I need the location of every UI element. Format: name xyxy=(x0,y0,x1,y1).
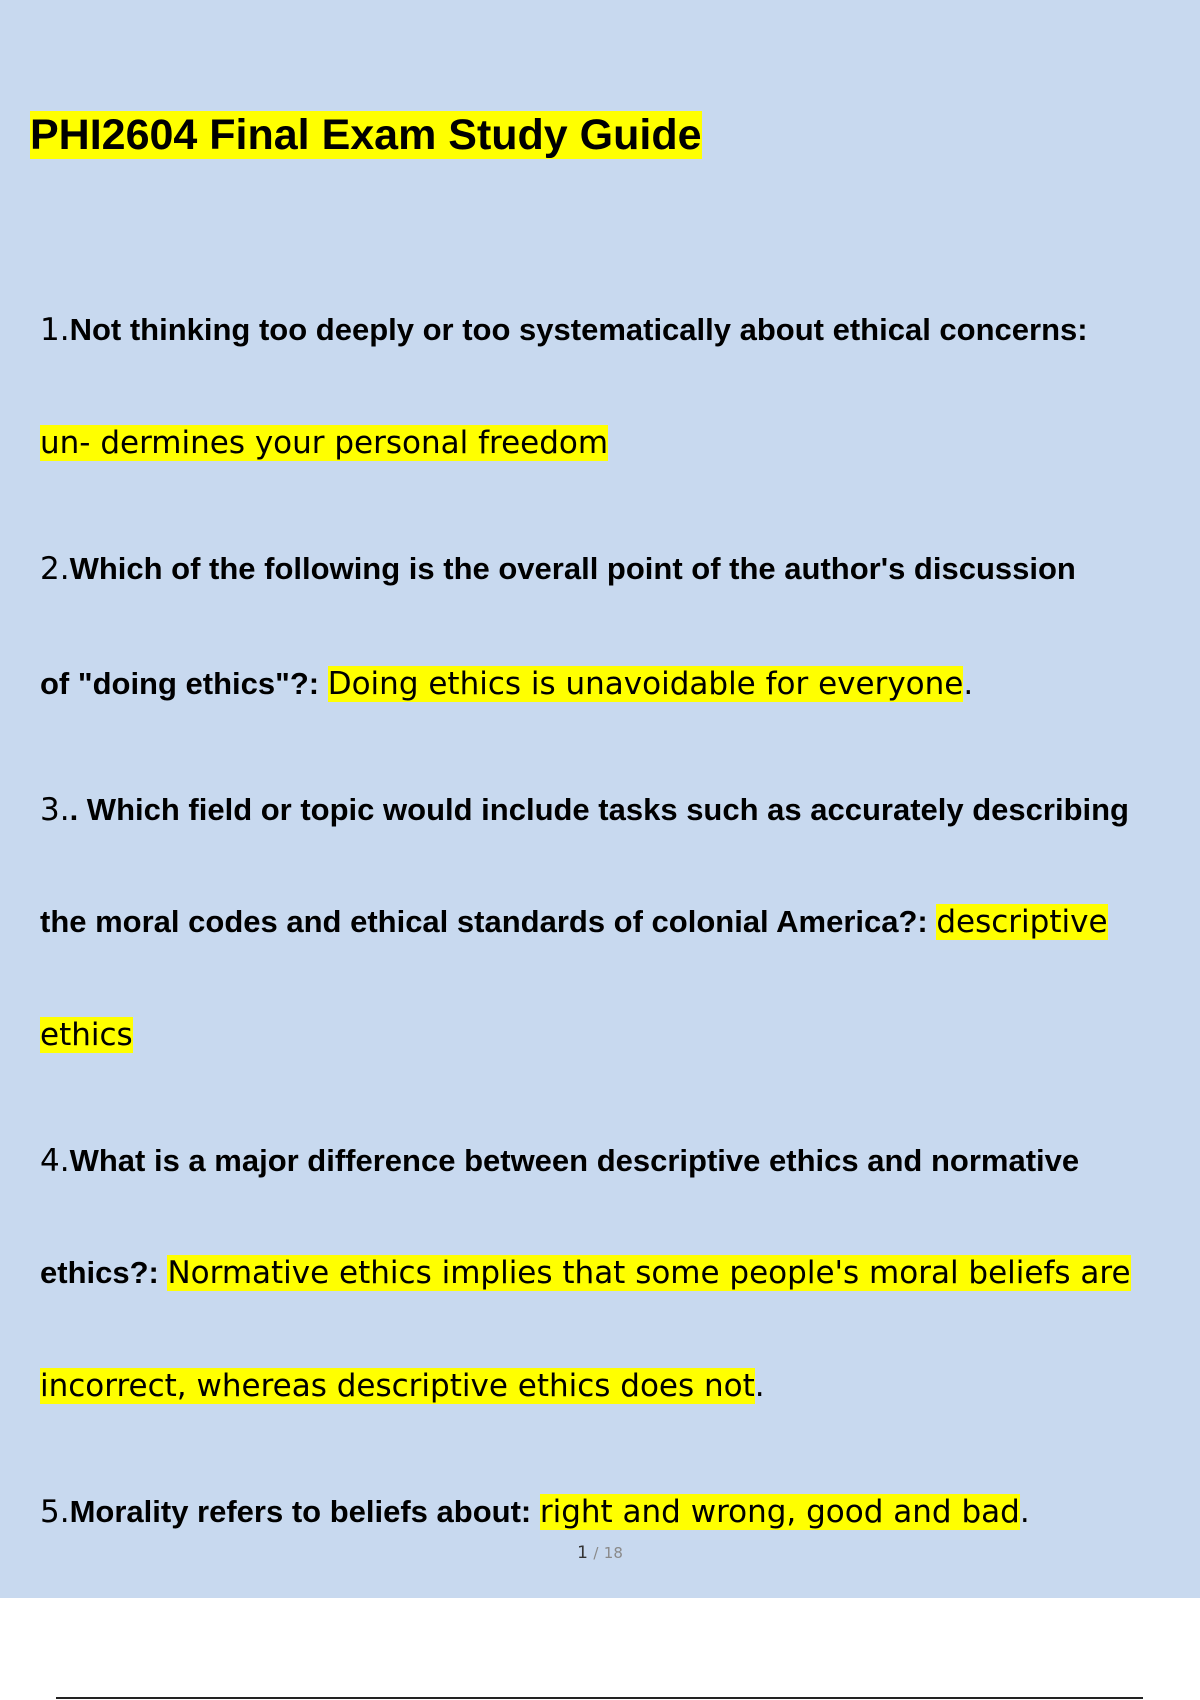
question-2-text-1: Which of the following is the overall point of the author's discussion xyxy=(69,551,1076,586)
question-4-text-1: What is a major difference between descriptive ethics and normative xyxy=(69,1143,1080,1178)
question-4-text-2: ethics?: xyxy=(40,1255,168,1290)
question-3-answer-part-2: ethics xyxy=(40,1017,133,1053)
question-2-line-2 xyxy=(40,662,1180,706)
page-separator: / xyxy=(593,1544,599,1562)
question-5-trailing: . xyxy=(1019,1494,1030,1530)
next-page-top-rule xyxy=(56,1697,1143,1699)
question-2-line-1 xyxy=(40,547,1180,591)
current-page-number: 1 xyxy=(577,1543,588,1563)
question-2-trailing: . xyxy=(963,666,974,702)
question-1-answer: un- dermines your personal freedom xyxy=(40,425,609,461)
question-4-line-3 xyxy=(40,1364,1180,1408)
question-4-trailing: . xyxy=(754,1368,765,1404)
question-5-line-1 xyxy=(40,1490,1180,1534)
question-4-line-2 xyxy=(40,1251,1180,1295)
page-indicator xyxy=(0,1543,1200,1563)
question-2-text-2: of "doing ethics"?: xyxy=(40,666,328,701)
question-3-line-2 xyxy=(40,900,1180,944)
question-5-text: Morality refers to beliefs about: xyxy=(69,1494,540,1529)
question-1-line-1 xyxy=(40,308,1180,352)
question-3-answer-part-1: descriptive xyxy=(936,904,1108,940)
question-2-number: 2. xyxy=(40,551,70,587)
question-1-answer-line xyxy=(40,421,1180,465)
question-3-line-3 xyxy=(40,1013,1180,1057)
question-2-answer: Doing ethics is unavoidable for everyone xyxy=(327,666,964,702)
question-1-text: Not thinking too deeply or too systematically about ethical concerns: xyxy=(69,312,1088,347)
question-3-number: 3. xyxy=(40,792,70,828)
title-highlight: PHI2604 Final Exam Study Guide xyxy=(30,111,702,159)
question-4-answer-part-1: Normative ethics implies that some people's moral beliefs are xyxy=(167,1255,1131,1291)
document-title xyxy=(30,110,702,162)
question-3-line-1 xyxy=(40,788,1180,832)
question-1-number: 1. xyxy=(40,312,70,348)
total-pages: 18 xyxy=(603,1544,623,1562)
question-4-answer-part-2: incorrect, whereas descriptive ethics does not xyxy=(40,1368,755,1404)
question-5-number: 5. xyxy=(40,1494,70,1530)
question-4-line-1 xyxy=(40,1139,1180,1183)
question-4-number: 4. xyxy=(40,1143,70,1179)
question-5-answer: right and wrong, good and bad xyxy=(539,1494,1020,1530)
question-3-text-2: the moral codes and ethical standards of colonial America?: xyxy=(40,904,937,939)
question-3-text-1: . Which field or topic would include tasks such as accurately describing xyxy=(69,792,1129,827)
